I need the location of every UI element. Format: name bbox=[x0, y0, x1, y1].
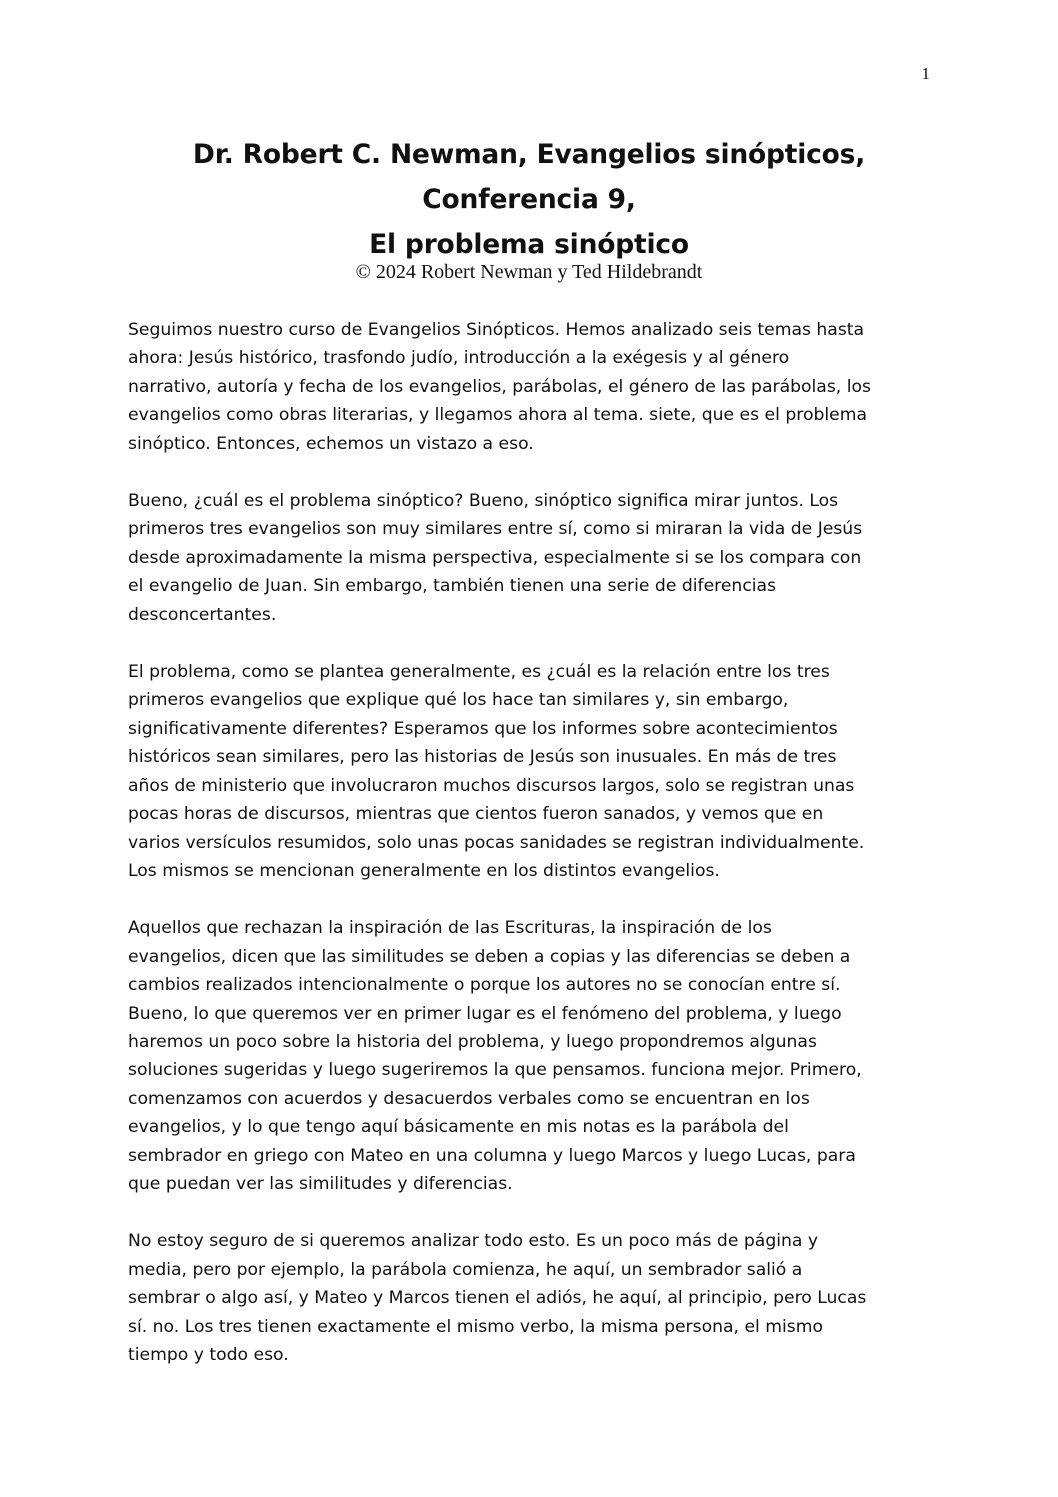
text-line: sembrador en griego con Mateo en una columna y luego Marcos y luego Lucas, para bbox=[128, 1145, 856, 1166]
text-line: No estoy seguro de si queremos analizar todo esto. Es un poco más de página y bbox=[128, 1231, 819, 1252]
text-line: desde aproximadamente la misma perspectiva, especialmente si se los compara con bbox=[128, 547, 862, 568]
text-line: sinóptico. Entonces, echemos un vistazo a eso. bbox=[128, 433, 534, 454]
text-line: Aquellos que rechazan la inspiración de las Escrituras, la inspiración de los bbox=[128, 918, 772, 939]
text-line: Bueno, ¿cuál es el problema sinóptico? Bueno, sinóptico significa mirar juntos. Los bbox=[128, 491, 839, 512]
text-line: significativamente diferentes? Esperamos que los informes sobre acontecimientos bbox=[128, 718, 838, 739]
page-number: 1 bbox=[921, 64, 930, 83]
copyright-notice: © 2024 Robert Newman y Ted Hildebrandt bbox=[355, 261, 703, 283]
text-line: años de ministerio que involucraron muchos discursos largos, solo se registran unas bbox=[128, 775, 855, 796]
paragraph-1 bbox=[128, 316, 948, 458]
text-line: Seguimos nuestro curso de Evangelios Sinópticos. Hemos analizado seis temas hasta bbox=[128, 320, 865, 340]
text-line: desconcertantes. bbox=[128, 604, 277, 625]
text-line: El problema, como se plantea generalmente, es ¿cuál es la relación entre los tres bbox=[128, 662, 830, 683]
text-line: cambios realizados intencionalmente o porque los autores no se conocían entre sí. bbox=[128, 975, 841, 996]
title-line-1: Dr. Robert C. Newman, Evangelios sinópticos, bbox=[192, 139, 866, 170]
text-line: varios versículos resumidos, solo unas pocas sanidades se registran individualmente. bbox=[128, 832, 865, 853]
text-line: evangelios como obras literarias, y llegamos ahora al tema. siete, que es el problema bbox=[128, 405, 867, 426]
text-line: comenzamos con acuerdos y desacuerdos verbales como se encuentran en los bbox=[128, 1088, 810, 1109]
title-line-3: El problema sinóptico bbox=[369, 229, 689, 260]
text-line: Bueno, lo que queremos ver en primer lugar es el fenómeno del problema, y luego bbox=[128, 1003, 842, 1024]
text-line: pocas horas de discursos, mientras que cientos fueron sanados, y vemos que en bbox=[128, 804, 824, 825]
text-line: media, pero por ejemplo, la parábola comienza, he aquí, un sembrador salió a bbox=[128, 1259, 803, 1280]
text-line: sembrar o algo así, y Mateo y Marcos tienen el adiós, he aquí, al principio, pero Lucas bbox=[128, 1288, 867, 1309]
paragraph-4 bbox=[128, 914, 948, 1198]
text-line: Los mismos se mencionan generalmente en los distintos evangelios. bbox=[128, 860, 720, 881]
text-line: el evangelio de Juan. Sin embargo, también tienen una serie de diferencias bbox=[128, 576, 777, 597]
text-line: ahora: Jesús histórico, trasfondo judío, introducción a la exégesis y al género bbox=[128, 348, 790, 369]
paragraph-2 bbox=[128, 487, 948, 629]
text-line: soluciones sugeridas y luego sugeriremos la que pensamos. funciona mejor. Primero, bbox=[128, 1060, 862, 1081]
paragraph-3 bbox=[128, 658, 948, 885]
text-line: primeros tres evangelios son muy similares entre sí, como si miraran la vida de Jesús bbox=[128, 519, 863, 540]
text-line: narrativo, autoría y fecha de los evangelios, parábolas, el género de las parábolas, los bbox=[128, 376, 871, 397]
title-block bbox=[128, 132, 930, 285]
text-line: primeros evangelios que explique qué los hace tan similares y, sin embargo, bbox=[128, 690, 789, 711]
text-line: evangelios, dicen que las similitudes se deben a copias y las diferencias se deben a bbox=[128, 946, 851, 967]
text-line: sí. no. Los tres tienen exactamente el mismo verbo, la misma persona, el mismo bbox=[128, 1316, 823, 1337]
body-text bbox=[128, 316, 948, 1398]
text-line: evangelios, y lo que tengo aquí básicamente en mis notas es la parábola del bbox=[128, 1117, 789, 1138]
text-line: históricos sean similares, pero las historias de Jesús son inusuales. En más de tres bbox=[128, 747, 837, 768]
title-line-2: Conferencia 9, bbox=[422, 184, 636, 215]
text-line: haremos un poco sobre la historia del problema, y luego propondremos algunas bbox=[128, 1031, 817, 1052]
paragraph-5 bbox=[128, 1227, 948, 1369]
text-line: que puedan ver las similitudes y diferencias. bbox=[128, 1173, 513, 1194]
text-line: tiempo y todo eso. bbox=[128, 1345, 289, 1365]
